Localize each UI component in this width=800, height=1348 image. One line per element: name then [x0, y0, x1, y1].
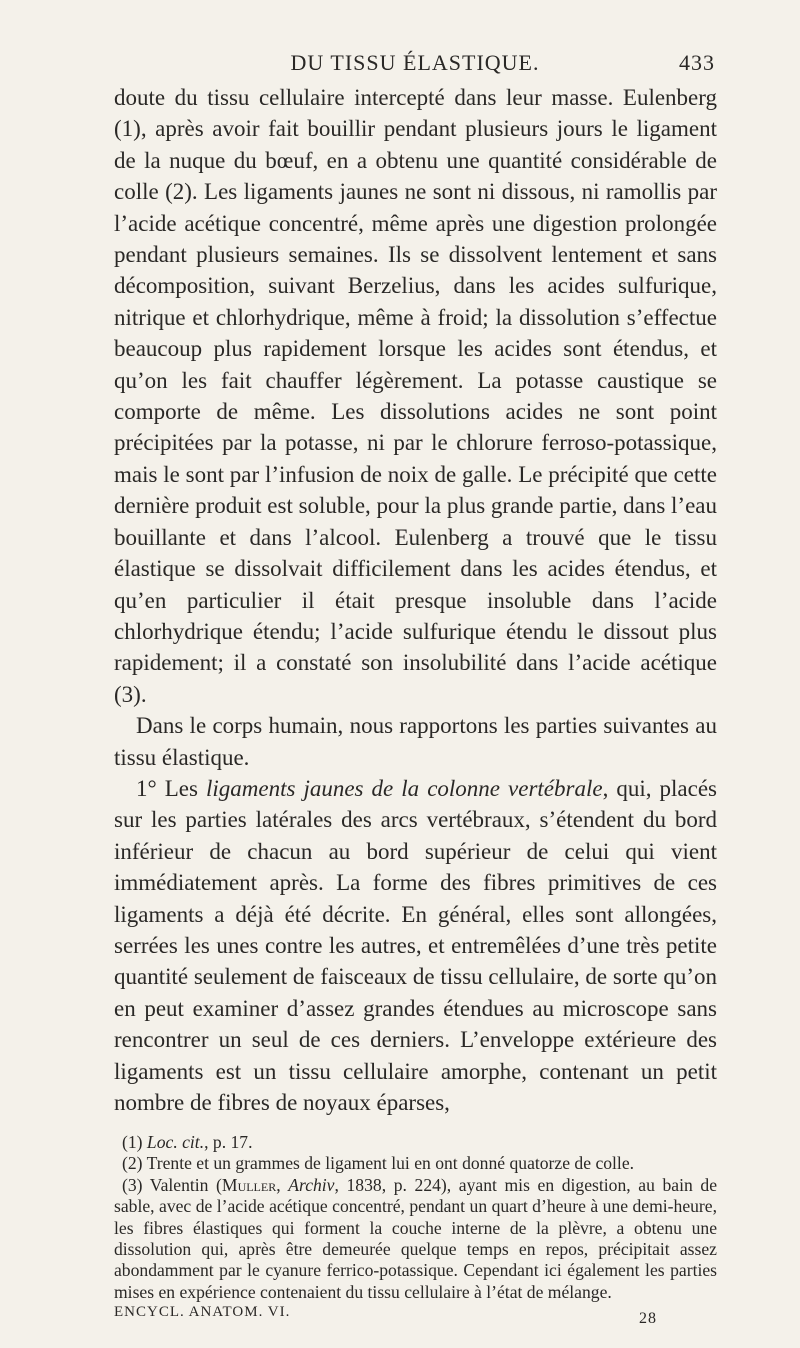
- footnote-text: (1): [122, 1132, 147, 1152]
- footnote-3: [114, 1175, 717, 1303]
- list-number: 1° Les: [136, 775, 206, 801]
- running-title: DU TISSU ÉLASTIQUE.: [290, 50, 540, 75]
- italic-term: ligaments jaunes de la colonne vertébrale: [205, 775, 603, 801]
- footnote-italic: Loc. cit.: [146, 1132, 205, 1152]
- paragraph: Dans le corps humain, nous rapportons les parties suivantes au tissu élastique.: [114, 713, 717, 770]
- page-footer: [114, 1304, 717, 1328]
- paragraph: doute du tissu cellulaire intercepté dans leur masse. Eulenberg (1), après avoir fait bouillir pendant plusieurs jours le ligament de la nuque du bœuf, en a obtenu une quantité considérable de colle (2). Les ligaments jaunes ne sont ni dissous, ni ramollis par l’acide acétique concentré, même après une digestion prolongée pendant plusieurs semaines. Ils se dissolvent lentement et sans décomposition, suivant Berzelius, dans les acides sulfurique, nitrique et chlorhydrique, même à froid; la dissolution s’effectue beaucoup plus rapidement lorsque les acides sont étendus, et qu’on les fait chauffer légèrement. La potasse caustique se comporte de même. Les dissolutions acides ne sont point précipitées par la potasse, ni par le chlorure ferroso-potassique, mais le sont par l’infusion de noix de galle. Le précipité que cette dernière produit est soluble, pour la plus grande partie, dans l’eau bouillante et dans l’alcool. Eulenberg a trouvé que le tissu élastique se dissolvait difficilement dans les acides étendus, et qu’en particulier il était presque insoluble dans l’acide chlorhydrique étendu; l’acide sulfurique étendu le dissout plus rapidement; il a constaté son insolubilité dans l’acide acétique (3).: [114, 85, 717, 707]
- paragraph-ligaments-jaunes: [114, 773, 717, 1118]
- main-text: [114, 82, 717, 1118]
- footnote-italic: Archiv: [288, 1174, 335, 1195]
- running-header: [115, 50, 715, 80]
- footnote-author: Muller: [221, 1174, 277, 1195]
- paragraph-continuation: , qui, placés sur les parties latérales des arcs vertébraux, s’étendent du bord inférieur de chacun au bord supérieur de celui qui vient immédiatement après. La forme des fibres primitives de ces ligaments a déjà été décrite. En général, elles sont allongées, serrées les unes contre les autres, et entremêlées d’une très petite quantité seulement de faisceaux de tissu cellulaire, de sorte qu’on en peut examiner d’assez grandes étendues au microscope sans rencontrer un seul de ces derniers. L’enveloppe extérieure des ligaments est un tissu cellulaire amorphe, contenant un petit nombre de fibres de noyaux éparses,: [114, 775, 718, 1115]
- footnote-1: [114, 1132, 717, 1153]
- footnote-text: ,: [276, 1174, 289, 1195]
- signature-number: 28: [639, 1310, 657, 1327]
- footnote-text: , 1838, p. 224), ayant mis en digestion, au bain de sable, avec de l’acide acétique concentré, pendant un quart d’heure à une demi-heure, les fibres élastiques qui forment la couche interne de la plèvre, a obtenu une dissolution qui, après être demeurée quelque temps en repos, précipitait assez abondamment par le cyanure ferrico-potassique. Cependant ici également les parties mises en expérience contenaient du tissu cellulaire à l’état de mélange.: [114, 1174, 717, 1302]
- page-number: 433: [679, 50, 715, 75]
- footnote-text: , p. 17.: [204, 1132, 253, 1152]
- signature-mark: ENCYCL. ANATOM. VI.: [114, 1304, 291, 1320]
- footnotes: [114, 1132, 717, 1303]
- footnote-2: (2) Trente et un grammes de ligament lui en ont donné quatorze de colle.: [122, 1153, 635, 1174]
- footnote-text: (3) Valentin (: [122, 1174, 222, 1195]
